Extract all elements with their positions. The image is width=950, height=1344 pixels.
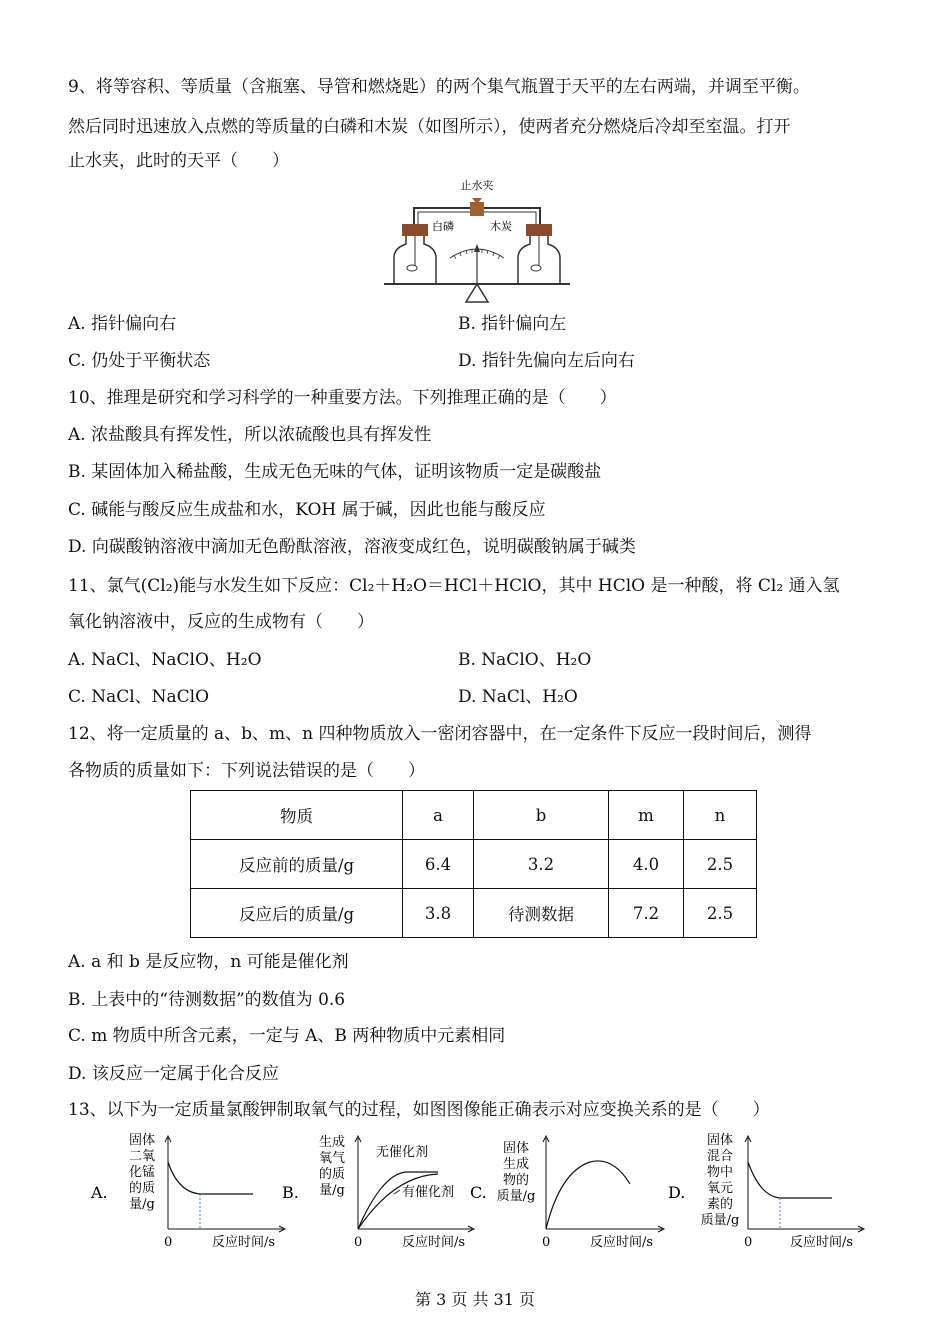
q12-option-c: C. m 物质中所含元素，一定与 A、B 两种物质中元素相同 xyxy=(68,1026,506,1046)
graph-b-ylabel: 生成 xyxy=(318,1135,346,1150)
graph-d-ylabel: 素的 xyxy=(706,1197,734,1212)
graph-a-ylabel: 的质 xyxy=(128,1181,156,1196)
graph-a xyxy=(88,1132,288,1252)
q11-option-b: B. NaClO、H₂O xyxy=(458,650,592,670)
table-cell: 7.2 xyxy=(609,889,684,938)
graph-c-origin: 0 xyxy=(542,1235,551,1250)
table-header-row xyxy=(191,791,757,840)
table-cell: 4.0 xyxy=(609,840,684,889)
graph-b-xlabel: 反应时间/s xyxy=(402,1235,466,1250)
graph-c-letter: C. xyxy=(470,1183,487,1202)
graph-c-ylabel: 质量/g xyxy=(496,1189,536,1204)
graph-d-letter: D. xyxy=(668,1183,686,1202)
table-cell: 反应后的质量/g xyxy=(191,889,403,938)
graph-c-xlabel: 反应时间/s xyxy=(590,1235,654,1250)
graph-c-ylabel: 生成 xyxy=(502,1157,530,1172)
q13-stem: 13、以下为一定质量氯酸钾制取氧气的过程，如图图像能正确表示对应变换关系的是（ ） xyxy=(68,1100,770,1120)
q11-stem-line2: 氧化钠溶液中，反应的生成物有（ ） xyxy=(68,612,374,632)
graph-d-xlabel: 反应时间/s xyxy=(790,1235,854,1250)
table-cell: 6.4 xyxy=(403,840,474,889)
q12-option-a: A. a 和 b 是反应物，n 可能是催化剂 xyxy=(68,952,349,972)
q11-option-a: A. NaCl、NaClO、H₂O xyxy=(68,650,262,670)
clamp-label: 止水夹 xyxy=(460,180,494,192)
table-header-cell: m xyxy=(609,791,684,840)
graph-d-ylabel: 固体 xyxy=(706,1133,734,1148)
curve-catalyst-label: 有催化剂 xyxy=(402,1185,455,1200)
graph-b-letter: B. xyxy=(282,1183,299,1202)
graph-c-ylabel: 物的 xyxy=(502,1173,530,1188)
graph-d-ylabel: 质量/g xyxy=(700,1213,740,1228)
graph-a-ylabel: 固体 xyxy=(128,1133,156,1148)
table-cell: 2.5 xyxy=(684,840,757,889)
charcoal-label: 木炭 xyxy=(490,221,512,233)
q9-stem-line2: 然后同时迅速放入点燃的等质量的白磷和木炭（如图所示），使两者充分燃烧后冷却至室温。打开 xyxy=(68,117,791,137)
white-phosphorus-label: 白磷 xyxy=(432,221,454,233)
q11-option-c: C. NaCl、NaClO xyxy=(68,687,210,707)
graph-d-ylabel: 物中 xyxy=(706,1165,734,1180)
table-header-cell: 物质 xyxy=(191,791,403,840)
graph-a-ylabel: 二氧 xyxy=(128,1149,156,1164)
table-cell: 2.5 xyxy=(684,889,757,938)
mass-table xyxy=(190,790,757,938)
q10-option-a: A. 浓盐酸具有挥发性，所以浓硫酸也具有挥发性 xyxy=(68,425,432,445)
q9-option-d: D. 指针先偏向左后向右 xyxy=(458,351,635,371)
q11-stem-line1: 11、氯气(Cl₂)能与水发生如下反应：Cl₂＋H₂O＝HCl＋HClO，其中 HClO 是一种酸，将 Cl₂ 通入氢 xyxy=(68,576,840,596)
graph-b-ylabel: 量/g xyxy=(319,1183,345,1198)
graph-a-letter: A. xyxy=(91,1183,108,1202)
graph-b-origin: 0 xyxy=(354,1235,363,1250)
graph-d xyxy=(668,1132,868,1252)
q10-option-d: D. 向碳酸钠溶液中滴加无色酚酞溶液，溶液变成红色，说明碳酸钠属于碱类 xyxy=(68,537,636,557)
table-cell: 3.8 xyxy=(403,889,474,938)
graph-a-xlabel: 反应时间/s xyxy=(212,1235,276,1250)
q10-option-b: B. 某固体加入稀盐酸，生成无色无味的气体，证明该物质一定是碳酸盐 xyxy=(68,462,602,482)
q10-option-c: C. 碱能与酸反应生成盐和水，KOH 属于碱，因此也能与酸反应 xyxy=(68,500,546,520)
table-header-cell: a xyxy=(403,791,474,840)
q12-stem-line2: 各物质的质量如下：下列说法错误的是（ ） xyxy=(68,761,425,781)
graph-c xyxy=(468,1132,668,1252)
graph-b xyxy=(282,1132,482,1252)
q10-stem: 10、推理是研究和学习科学的一种重要方法。下列推理正确的是（ ） xyxy=(68,388,617,408)
graph-a-ylabel: 量/g xyxy=(129,1197,155,1212)
graph-b-ylabel: 氧气 xyxy=(318,1151,346,1166)
graph-d-ylabel: 氧元 xyxy=(706,1181,734,1196)
q12-stem-line1: 12、将一定质量的 a、b、m、n 四种物质放入一密闭容器中，在一定条件下反应一段时间后，测得 xyxy=(68,724,812,744)
table-header-cell: n xyxy=(684,791,757,840)
curve-no-catalyst-label: 无催化剂 xyxy=(376,1145,429,1160)
q12-option-d: D. 该反应一定属于化合反应 xyxy=(68,1064,279,1084)
table-header-cell: b xyxy=(474,791,609,840)
graph-d-origin: 0 xyxy=(744,1235,753,1250)
graph-b-ylabel: 的质 xyxy=(318,1167,346,1182)
graph-a-ylabel: 化锰 xyxy=(128,1165,156,1180)
q12-option-b: B. 上表中的“待测数据”的数值为 0.6 xyxy=(68,990,346,1010)
q9-option-b: B. 指针偏向左 xyxy=(458,314,567,334)
balance-apparatus-figure xyxy=(372,178,582,306)
page-footer: 第 3 页 共 31 页 xyxy=(415,1290,535,1309)
q9-option-a: A. 指针偏向右 xyxy=(68,314,177,334)
q9-stem-line3: 止水夹，此时的天平（ ） xyxy=(68,151,289,171)
table-row xyxy=(191,889,757,938)
q11-option-d: D. NaCl、H₂O xyxy=(458,687,578,707)
graph-c-ylabel: 固体 xyxy=(502,1141,530,1156)
q9-stem-line1: 9、将等容积、等质量（含瓶塞、导管和燃烧匙）的两个集气瓶置于天平的左右两端，并调至平衡。 xyxy=(68,77,810,97)
table-cell: 反应前的质量/g xyxy=(191,840,403,889)
graph-d-ylabel: 混合 xyxy=(706,1149,734,1164)
table-cell: 待测数据 xyxy=(474,889,609,938)
table-cell: 3.2 xyxy=(474,840,609,889)
graph-a-origin: 0 xyxy=(164,1235,173,1250)
table-row xyxy=(191,840,757,889)
q9-option-c: C. 仍处于平衡状态 xyxy=(68,351,211,371)
